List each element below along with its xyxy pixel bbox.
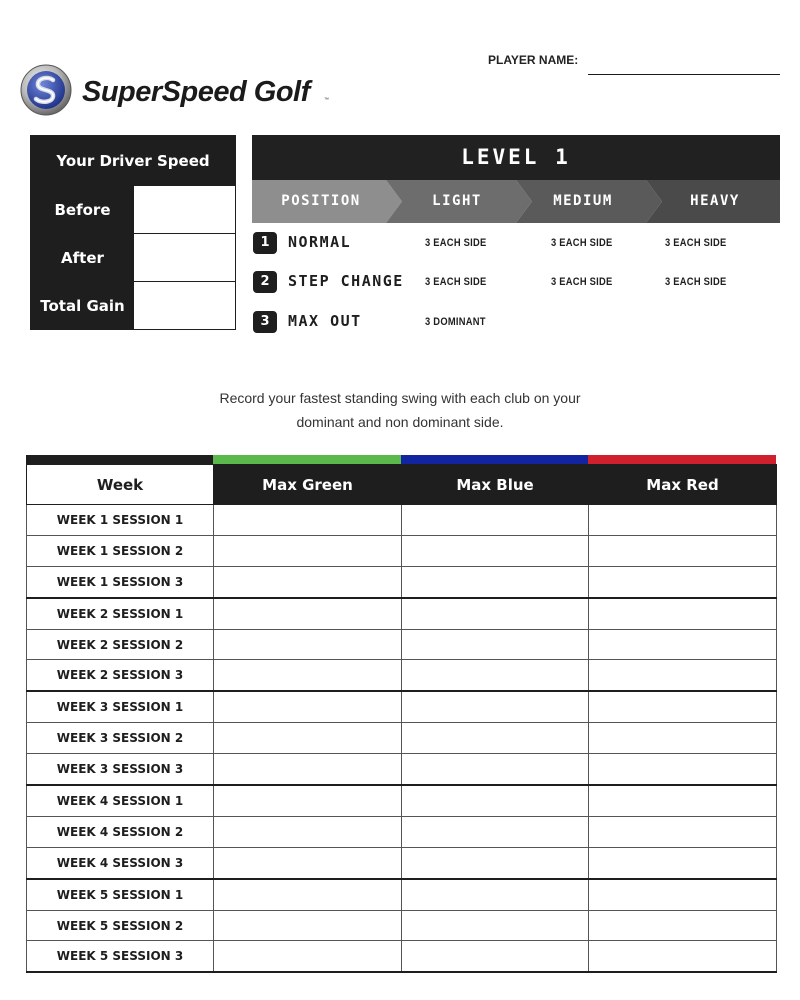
- session-label: WEEK 3 SESSION 2: [27, 723, 214, 754]
- light-value: 3 EACH SIDE: [425, 237, 487, 249]
- instructions-line-2: dominant and non dominant side.: [296, 414, 504, 430]
- max-green-cell[interactable]: [214, 785, 402, 816]
- max-blue-cell[interactable]: [402, 816, 589, 847]
- max-blue-cell[interactable]: [402, 785, 589, 816]
- player-name-label: PLAYER NAME:: [488, 53, 579, 67]
- max-green-cell[interactable]: [214, 879, 402, 910]
- col-medium-label: MEDIUM: [553, 193, 613, 209]
- max-red-cell[interactable]: [589, 598, 777, 629]
- level-title: LEVEL 1: [252, 135, 780, 180]
- light-value: 3 EACH SIDE: [425, 276, 487, 288]
- light-value: 3 DOMINANT: [425, 316, 486, 328]
- table-row: [27, 879, 777, 910]
- table-row: [27, 816, 777, 847]
- driver-speed-box: [30, 135, 236, 330]
- session-label: WEEK 1 SESSION 3: [27, 566, 214, 597]
- table-row: [27, 535, 777, 566]
- max-green-cell[interactable]: [214, 566, 402, 597]
- position-name: MAX OUT: [288, 312, 362, 330]
- header-week: Week: [27, 465, 214, 505]
- session-label: WEEK 3 SESSION 3: [27, 754, 214, 785]
- driver-speed-title: Your Driver Speed: [56, 152, 210, 170]
- position-name: NORMAL: [288, 233, 352, 251]
- max-green-cell[interactable]: [214, 505, 402, 536]
- session-label: WEEK 2 SESSION 3: [27, 660, 214, 691]
- heavy-value: 3 EACH SIDE: [665, 276, 727, 288]
- before-label: Before: [54, 201, 111, 219]
- table-header-row: [27, 465, 777, 505]
- session-label: WEEK 3 SESSION 1: [27, 691, 214, 722]
- max-blue-cell[interactable]: [402, 535, 589, 566]
- table-row: [27, 660, 777, 691]
- max-green-cell[interactable]: [214, 754, 402, 785]
- max-blue-cell[interactable]: [402, 505, 589, 536]
- session-label: WEEK 2 SESSION 1: [27, 598, 214, 629]
- max-red-cell[interactable]: [589, 754, 777, 785]
- heavy-value: 3 EACH SIDE: [665, 237, 727, 249]
- max-red-cell[interactable]: [589, 691, 777, 722]
- total-gain-value-field[interactable]: [134, 282, 235, 329]
- max-red-cell[interactable]: [589, 723, 777, 754]
- session-label: WEEK 4 SESSION 3: [27, 847, 214, 878]
- max-blue-cell[interactable]: [402, 941, 589, 972]
- max-red-cell[interactable]: [589, 941, 777, 972]
- trademark-mark: ™: [324, 97, 329, 103]
- strip-dark: [26, 455, 213, 464]
- position-name: STEP CHANGE: [288, 272, 404, 290]
- session-label: WEEK 4 SESSION 1: [27, 785, 214, 816]
- speed-log-table: [26, 464, 777, 973]
- session-label: WEEK 5 SESSION 2: [27, 910, 214, 941]
- max-red-cell[interactable]: [589, 847, 777, 878]
- max-blue-cell[interactable]: [402, 598, 589, 629]
- max-blue-cell[interactable]: [402, 691, 589, 722]
- max-red-cell[interactable]: [589, 879, 777, 910]
- max-green-cell[interactable]: [214, 535, 402, 566]
- medium-value: 3 EACH SIDE: [551, 237, 613, 249]
- after-label: After: [61, 249, 104, 267]
- strip-blue: [401, 455, 588, 464]
- max-red-cell[interactable]: [589, 535, 777, 566]
- header-max-blue: Max Blue: [402, 465, 589, 505]
- total-gain-label: Total Gain: [40, 297, 125, 315]
- max-red-cell[interactable]: [589, 816, 777, 847]
- table-row: [27, 566, 777, 597]
- session-label: WEEK 5 SESSION 1: [27, 879, 214, 910]
- header-max-red: Max Red: [589, 465, 777, 505]
- max-red-cell[interactable]: [589, 505, 777, 536]
- max-blue-cell[interactable]: [402, 910, 589, 941]
- max-blue-cell[interactable]: [402, 723, 589, 754]
- max-green-cell[interactable]: [214, 629, 402, 660]
- max-red-cell[interactable]: [589, 629, 777, 660]
- strip-green: [213, 455, 401, 464]
- instructions-text: [180, 386, 620, 434]
- table-row: [27, 691, 777, 722]
- max-blue-cell[interactable]: [402, 754, 589, 785]
- col-heavy-label: HEAVY: [690, 193, 740, 209]
- max-green-cell[interactable]: [214, 723, 402, 754]
- medium-value: 3 EACH SIDE: [551, 276, 613, 288]
- instructions-line-1: Record your fastest standing swing with each club on your: [219, 390, 581, 406]
- strip-red: [588, 455, 776, 464]
- col-position-label: POSITION: [281, 193, 361, 209]
- max-red-cell[interactable]: [589, 910, 777, 941]
- row-number-badge: 2: [253, 271, 277, 293]
- row-number-badge: 3: [253, 311, 277, 333]
- table-row: [27, 629, 777, 660]
- max-red-cell[interactable]: [589, 660, 777, 691]
- max-blue-cell[interactable]: [402, 879, 589, 910]
- table-body: [27, 505, 777, 973]
- brand-name: SuperSpeed Golf: [82, 76, 310, 108]
- table-row: [27, 847, 777, 878]
- session-label: WEEK 1 SESSION 1: [27, 505, 214, 536]
- table-row: [27, 754, 777, 785]
- table-row: [27, 910, 777, 941]
- s-swoosh-badge-icon: [20, 64, 72, 116]
- after-value-field[interactable]: [134, 234, 235, 282]
- max-blue-cell[interactable]: [402, 566, 589, 597]
- max-green-cell[interactable]: [214, 691, 402, 722]
- table-row: [27, 941, 777, 972]
- before-value-field[interactable]: [134, 186, 235, 234]
- row-number-badge: 1: [253, 232, 277, 254]
- session-label: WEEK 5 SESSION 3: [27, 941, 214, 972]
- max-green-cell[interactable]: [214, 660, 402, 691]
- table-row: [27, 598, 777, 629]
- table-row: [27, 785, 777, 816]
- max-green-cell[interactable]: [214, 910, 402, 941]
- max-green-cell[interactable]: [214, 941, 402, 972]
- max-red-cell[interactable]: [589, 566, 777, 597]
- max-red-cell[interactable]: [589, 785, 777, 816]
- table-row: [27, 723, 777, 754]
- session-label: WEEK 2 SESSION 2: [27, 629, 214, 660]
- table-row: [27, 505, 777, 536]
- club-color-strip: [26, 455, 776, 464]
- max-green-cell[interactable]: [214, 847, 402, 878]
- max-blue-cell[interactable]: [402, 660, 589, 691]
- session-label: WEEK 1 SESSION 2: [27, 535, 214, 566]
- max-blue-cell[interactable]: [402, 629, 589, 660]
- col-light-label: LIGHT: [432, 193, 482, 209]
- header-max-green: Max Green: [214, 465, 402, 505]
- max-green-cell[interactable]: [214, 598, 402, 629]
- player-name-field[interactable]: [588, 74, 780, 75]
- max-blue-cell[interactable]: [402, 847, 589, 878]
- session-label: WEEK 4 SESSION 2: [27, 816, 214, 847]
- max-green-cell[interactable]: [214, 816, 402, 847]
